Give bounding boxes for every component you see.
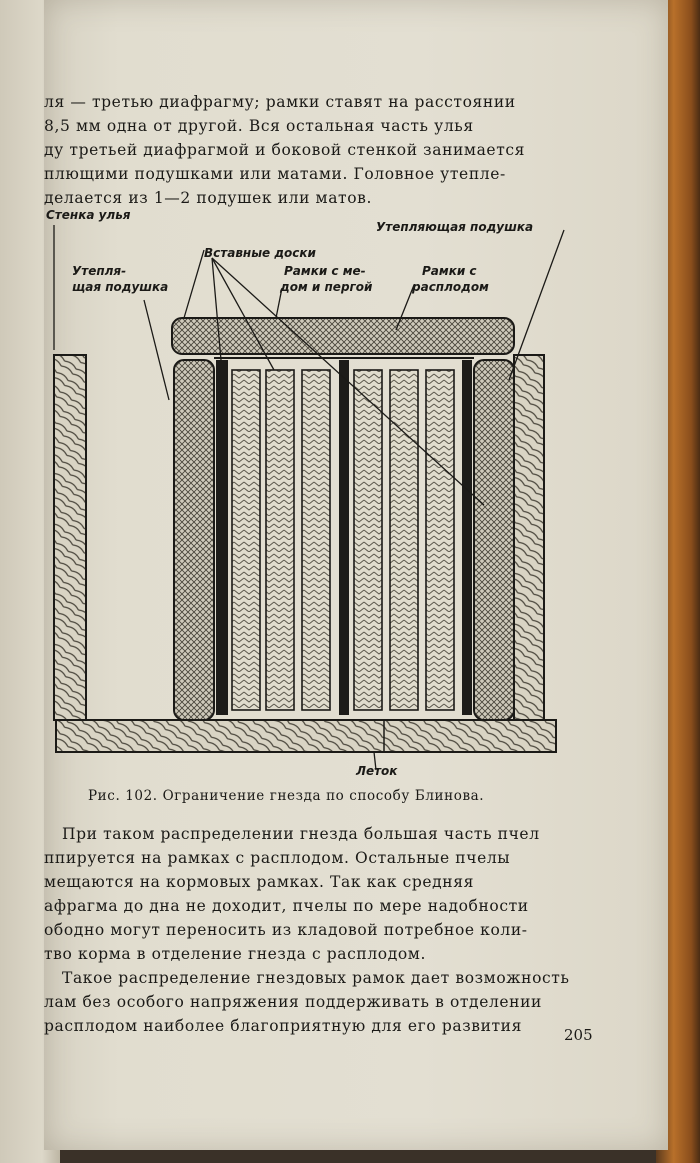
figure-caption: Рис. 102. Ограничение гнезда по способу Блинова. xyxy=(88,788,485,804)
label-pillow-left-2: щая подушка xyxy=(72,280,169,294)
page-number: 205 xyxy=(564,1026,593,1044)
label-brood-frames-2: расплодом xyxy=(412,280,489,294)
text-line: ободно могут переносить из кладовой потребное коли- xyxy=(44,921,528,939)
label-insert-boards: Вставные доски xyxy=(204,246,316,260)
label-honey-frames-1: Рамки с ме- xyxy=(284,264,366,278)
text-line: лам без особого напряжения поддерживать в отделении xyxy=(44,993,542,1011)
text-line: плющими подушками или матами. Головное утепле- xyxy=(44,165,506,183)
book-page xyxy=(44,0,668,1150)
label-brood-frames-1: Рамки с xyxy=(422,264,477,278)
text-line: ду третьей диафрагмой и боковой стенкой занимается xyxy=(44,141,526,159)
text-line: делается из 1—2 подушек или матов. xyxy=(44,189,373,207)
label-hive-wall: Стенка улья xyxy=(46,208,131,222)
label-honey-frames-2: дом и пергой xyxy=(280,280,373,294)
text-line: При таком распределении гнезда большая часть пчел xyxy=(62,825,540,843)
text-line: тво корма в отделение гнезда с расплодом. xyxy=(44,945,426,963)
text-line: расплодом наиболее благоприятную для его развития xyxy=(44,1017,522,1035)
hive-diagram xyxy=(44,0,668,800)
text-line: ля — третью диафрагму; рамки ставят на расстоянии xyxy=(44,93,516,111)
label-pillow-left-1: Утепля- xyxy=(72,264,127,278)
text-line: 8,5 мм одна от другой. Вся остальная часть улья xyxy=(44,117,474,135)
text-line: мещаются на кормовых рамках. Так как средняя xyxy=(44,873,474,891)
text-line: ппируется на рамках с расплодом. Остальные пчелы xyxy=(44,849,511,867)
label-pillow-top: Утепляющая подушка xyxy=(376,220,534,234)
label-entrance: Леток xyxy=(356,764,398,778)
text-line: Такое распределение гнездовых рамок дает возможность xyxy=(62,969,570,987)
text-line: афрагма до дна не доходит, пчелы по мере надобности xyxy=(44,897,529,915)
